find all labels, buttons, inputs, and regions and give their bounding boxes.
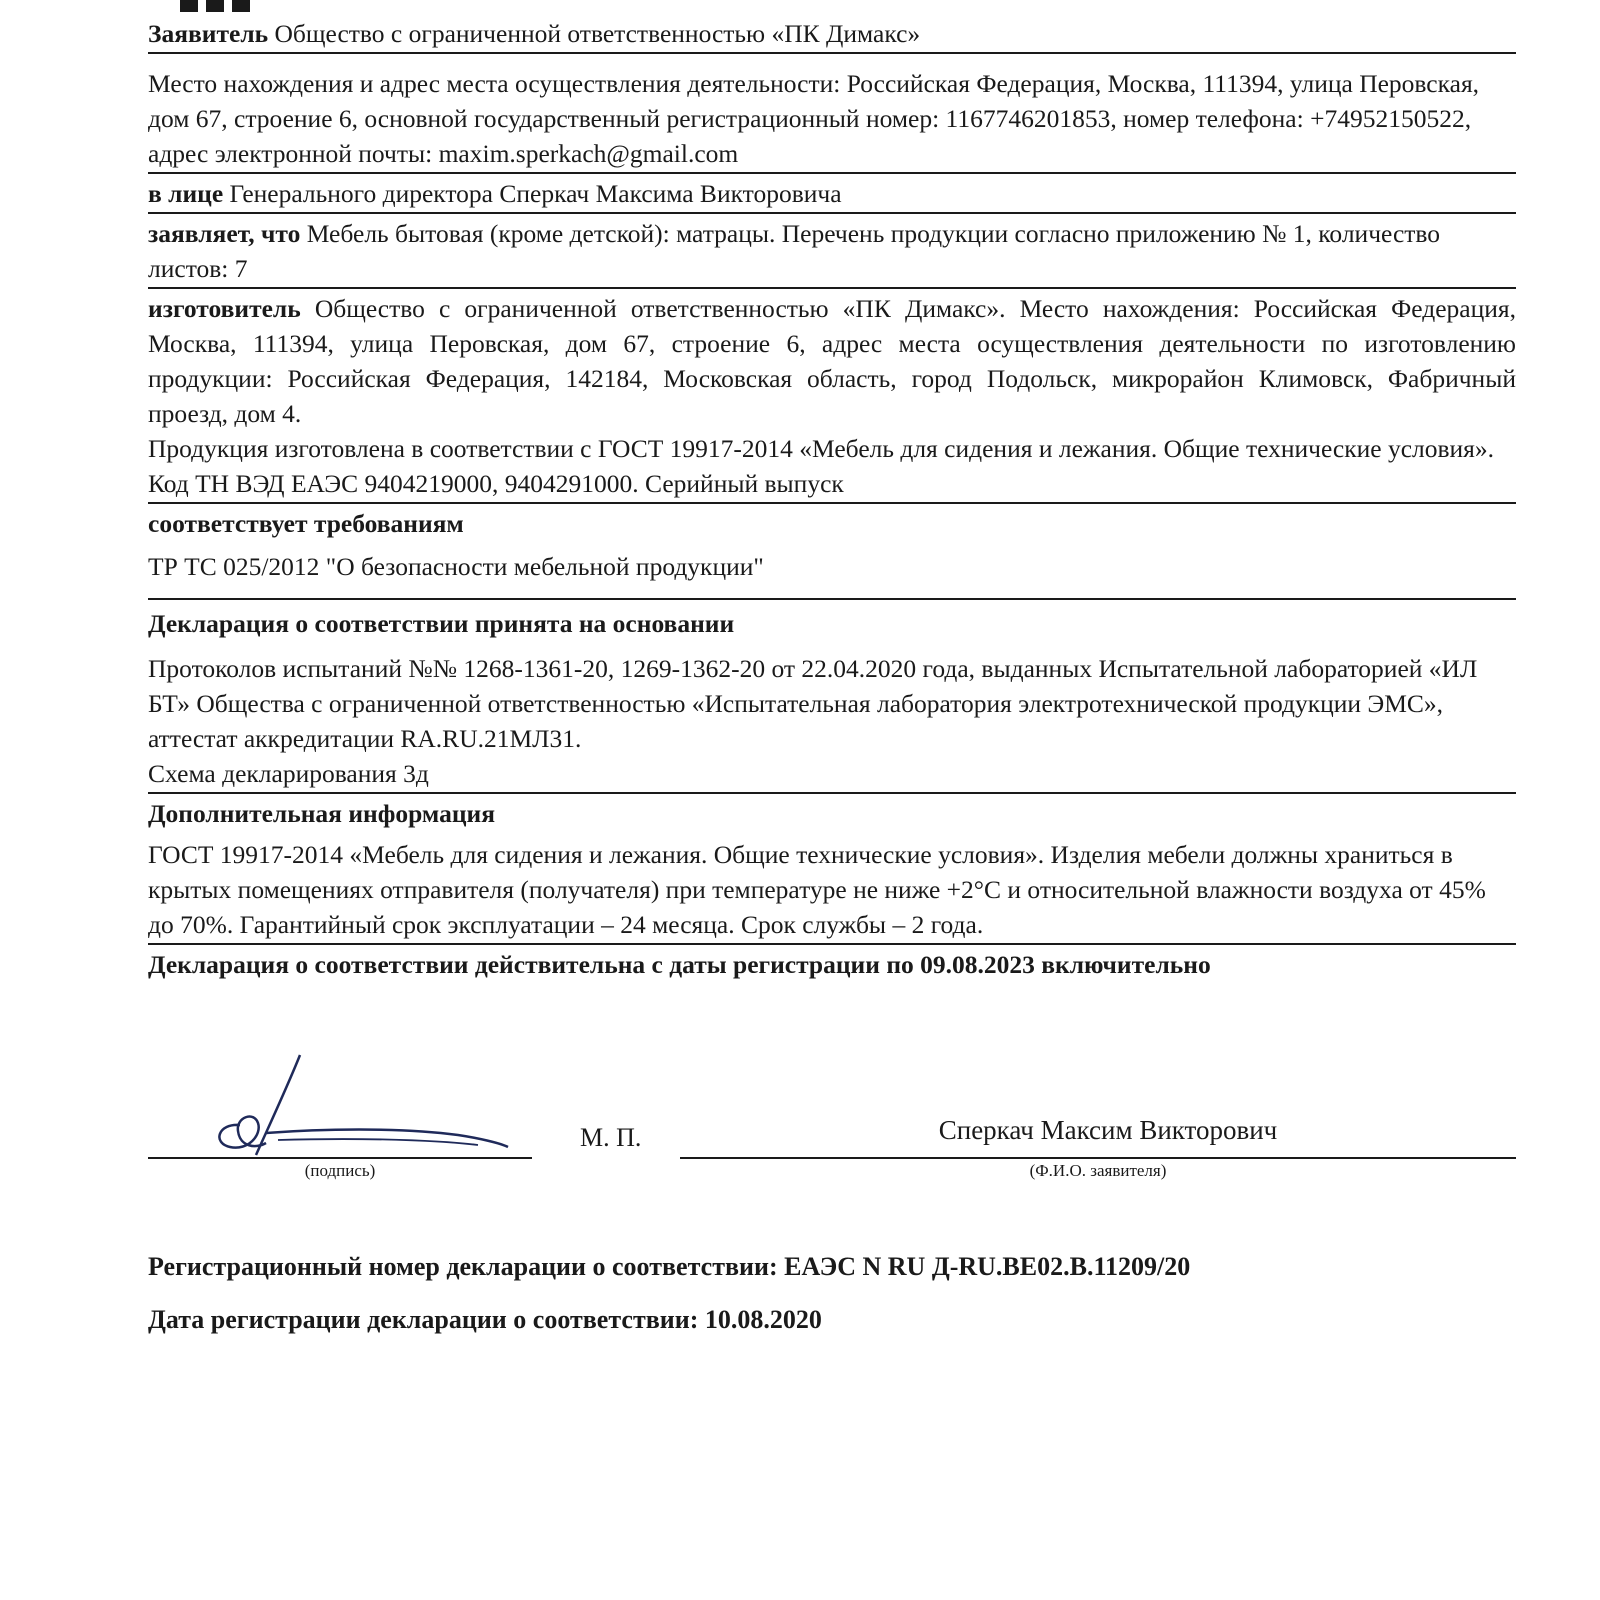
declaration-body xyxy=(148,14,1516,983)
registration-number: Регистрационный номер декларации о соответствии: ЕАЭС N RU Д-RU.BE02.B.11209/20 xyxy=(148,1252,1191,1281)
signature-line xyxy=(148,1157,532,1159)
signature-area xyxy=(148,1095,1516,1190)
additional-value: ГОСТ 19917-2014 «Мебель для сидения и лежания. Общие технические условия». Изделия мебели должны храниться в крытых помещениях отправителя (получателя) при температуре не ниже +2°С и относительной влажности воздуха от 45% до 70%. Гарантийный срок эксплуатации – 24 месяца. Срок службы – 2 года. xyxy=(148,840,1486,939)
declares-block xyxy=(148,214,1516,289)
declares-label: заявляет, что xyxy=(148,219,301,248)
address-block xyxy=(148,64,1516,174)
manufacturer-paragraph xyxy=(148,291,1516,431)
declares-value: Мебель бытовая (кроме детской): матрацы. Перечень продукции согласно приложению № 1, количество листов: 7 xyxy=(148,219,1441,283)
applicant-value: Общество с ограниченной ответственностью «ПК Димакс» xyxy=(274,19,921,48)
represented-label: в лице xyxy=(148,179,224,208)
address-text: Место нахождения и адрес места осуществления деятельности: Российская Федерация, Москва, 111394, улица Перовская, дом 67, строение 6, основной государственный регистрационный номер: 1167746201853, номер телефона: +74952150522, адрес электронной почты: maxim.sperkach@gmail.com xyxy=(148,69,1480,168)
name-caption: (Ф.И.О. заявителя) xyxy=(1029,1161,1167,1180)
requirements-value: ТР ТС 025/2012 "О безопасности мебельной продукции" xyxy=(148,552,764,581)
manufacturer-block xyxy=(148,289,1516,504)
registration-date: Дата регистрации декларации о соответствии: 10.08.2020 xyxy=(148,1305,822,1334)
handwritten-signature xyxy=(178,1025,538,1165)
stamp-placeholder: М. П. xyxy=(580,1123,642,1152)
validity-text: Декларация о соответствии действительна с даты регистрации по 09.08.2023 включительно xyxy=(148,950,1211,979)
manufacturer-standard: Продукция изготовлена в соответствии с ГОСТ 19917-2014 «Мебель для сидения и лежания. Общие технические условия». xyxy=(148,434,1495,463)
header-logo-fragment xyxy=(180,0,270,12)
applicant-name: Сперкач Максим Викторович xyxy=(938,1115,1278,1145)
applicant-block xyxy=(148,14,1516,54)
name-line xyxy=(680,1157,1516,1159)
manufacturer-label: изготовитель xyxy=(148,294,301,323)
validity-block xyxy=(148,945,1516,983)
requirements-label: соответствует требованиям xyxy=(148,509,464,538)
basis-scheme: Схема декларирования 3д xyxy=(148,759,429,788)
requirements-block xyxy=(148,504,1516,600)
manufacturer-value: Общество с ограниченной ответственностью «ПК Димакс». Место нахождения: Российская Федерация, Москва, 111394, улица Перовская, дом 67, строение 6, адрес места осуществления деятельности по изготовлению продукции: Российская Федерация, 142184, Московская область, город Подольск, микрорайон Климовск, Фабричный проезд, дом 4. xyxy=(148,294,1517,428)
applicant-label: Заявитель xyxy=(148,19,269,48)
additional-label: Дополнительная информация xyxy=(148,799,496,828)
signature-caption: (подпись) xyxy=(304,1161,376,1180)
basis-label: Декларация о соответствии принята на основании xyxy=(148,609,735,638)
basis-block xyxy=(148,600,1516,794)
represented-value: Генерального директора Сперкач Максима Викторовича xyxy=(229,179,842,208)
additional-block xyxy=(148,794,1516,945)
represented-block xyxy=(148,174,1516,214)
manufacturer-code: Код ТН ВЭД ЕАЭС 9404219000, 9404291000. Серийный выпуск xyxy=(148,469,844,498)
basis-value: Протоколов испытаний №№ 1268-1361-20, 1269-1362-20 от 22.04.2020 года, выданных Испытательной лабораторией «ИЛ БТ» Общества с ограниченной ответственностью «Испытательная лаборатория электротехнической продукции ЭМС», аттестат аккредитации RA.RU.21МЛ31. xyxy=(148,654,1478,753)
